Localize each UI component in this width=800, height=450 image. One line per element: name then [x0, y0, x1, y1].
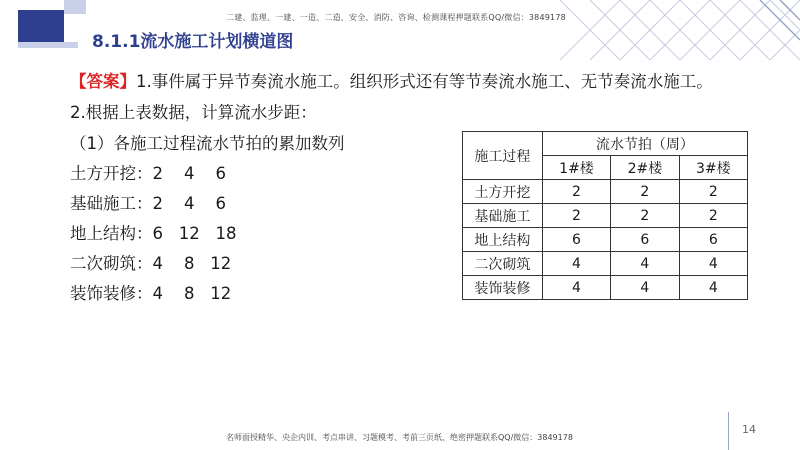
decor-square-light — [64, 0, 86, 14]
table-cell: 2 — [542, 204, 610, 228]
table-row — [463, 204, 748, 228]
table-cell: 4 — [611, 252, 679, 276]
sequence-row — [70, 160, 226, 184]
sequence-row — [70, 220, 236, 244]
sequence-values: 2 4 6 — [152, 194, 226, 213]
flow-rhythm-table — [462, 131, 748, 300]
column-header: 1#楼 — [542, 156, 610, 180]
sequence-values: 2 4 6 — [152, 164, 226, 183]
answer-line — [70, 68, 713, 92]
row-header: 基础施工 — [463, 204, 543, 228]
row-header: 装饰装修 — [463, 276, 543, 300]
sequence-row — [70, 190, 226, 214]
table-cell: 4 — [679, 276, 747, 300]
sequence-row — [70, 250, 231, 274]
sequence-name: 土方开挖： — [70, 164, 153, 183]
sequence-values: 4 8 12 — [152, 254, 232, 273]
column-header: 2#楼 — [611, 156, 679, 180]
table-cell: 2 — [679, 180, 747, 204]
table-corner-header: 施工过程 — [463, 132, 543, 180]
step-two-sub-line: （1）各施工过程流水节拍的累加数列 — [70, 134, 345, 153]
row-header: 二次砌筑 — [463, 252, 543, 276]
table-cell: 2 — [611, 180, 679, 204]
table-cell: 4 — [542, 252, 610, 276]
footer-divider — [728, 412, 729, 450]
table-cell: 2 — [542, 180, 610, 204]
step-two-line: 2.根据上表数据，计算流水步距： — [70, 103, 317, 122]
sequence-name: 二次砌筑： — [70, 254, 153, 273]
row-header: 土方开挖 — [463, 180, 543, 204]
bottom-notice: 名师面授精华、央企内训、考点串讲、习题模考、考前三页纸、绝密押题联系QQ/微信：3849178 — [226, 433, 573, 442]
table-cell: 6 — [542, 228, 610, 252]
sequence-name: 装饰装修： — [70, 284, 153, 303]
page-number: 14 — [742, 423, 756, 436]
decor-lattice — [560, 0, 800, 60]
table-row — [463, 252, 748, 276]
table-cell: 4 — [542, 276, 610, 300]
decor-square-dark — [18, 10, 64, 42]
sequence-values: 4 8 12 — [152, 284, 232, 303]
sequence-name: 地上结构： — [70, 224, 153, 243]
sequence-values: 6 12 18 — [152, 224, 237, 243]
table-cell: 2 — [611, 204, 679, 228]
sequence-name: 基础施工： — [70, 194, 153, 213]
slide-title: 8.1.1流水施工计划横道图 — [92, 32, 294, 52]
table-cell: 6 — [611, 228, 679, 252]
table-row — [463, 228, 748, 252]
answer-tag: 【答案】 — [70, 72, 136, 91]
sequence-row — [70, 280, 231, 304]
table-cell: 4 — [611, 276, 679, 300]
table-row — [463, 276, 748, 300]
table-header-row — [463, 132, 748, 156]
table-cell: 2 — [679, 204, 747, 228]
top-notice: 二建、监理、一建、一造、二造、安全、消防、咨询、检测课程押题联系QQ/微信：3849178 — [226, 13, 566, 22]
table-cell: 4 — [679, 252, 747, 276]
table-row — [463, 180, 748, 204]
table-cell: 6 — [679, 228, 747, 252]
column-header: 3#楼 — [679, 156, 747, 180]
row-header: 地上结构 — [463, 228, 543, 252]
decor-bar — [18, 42, 78, 48]
table-group-header: 流水节拍（周） — [542, 132, 747, 156]
answer-text: 1.事件属于异节奏流水施工。组织形式还有等节奏流水施工、无节奏流水施工。 — [136, 72, 713, 91]
